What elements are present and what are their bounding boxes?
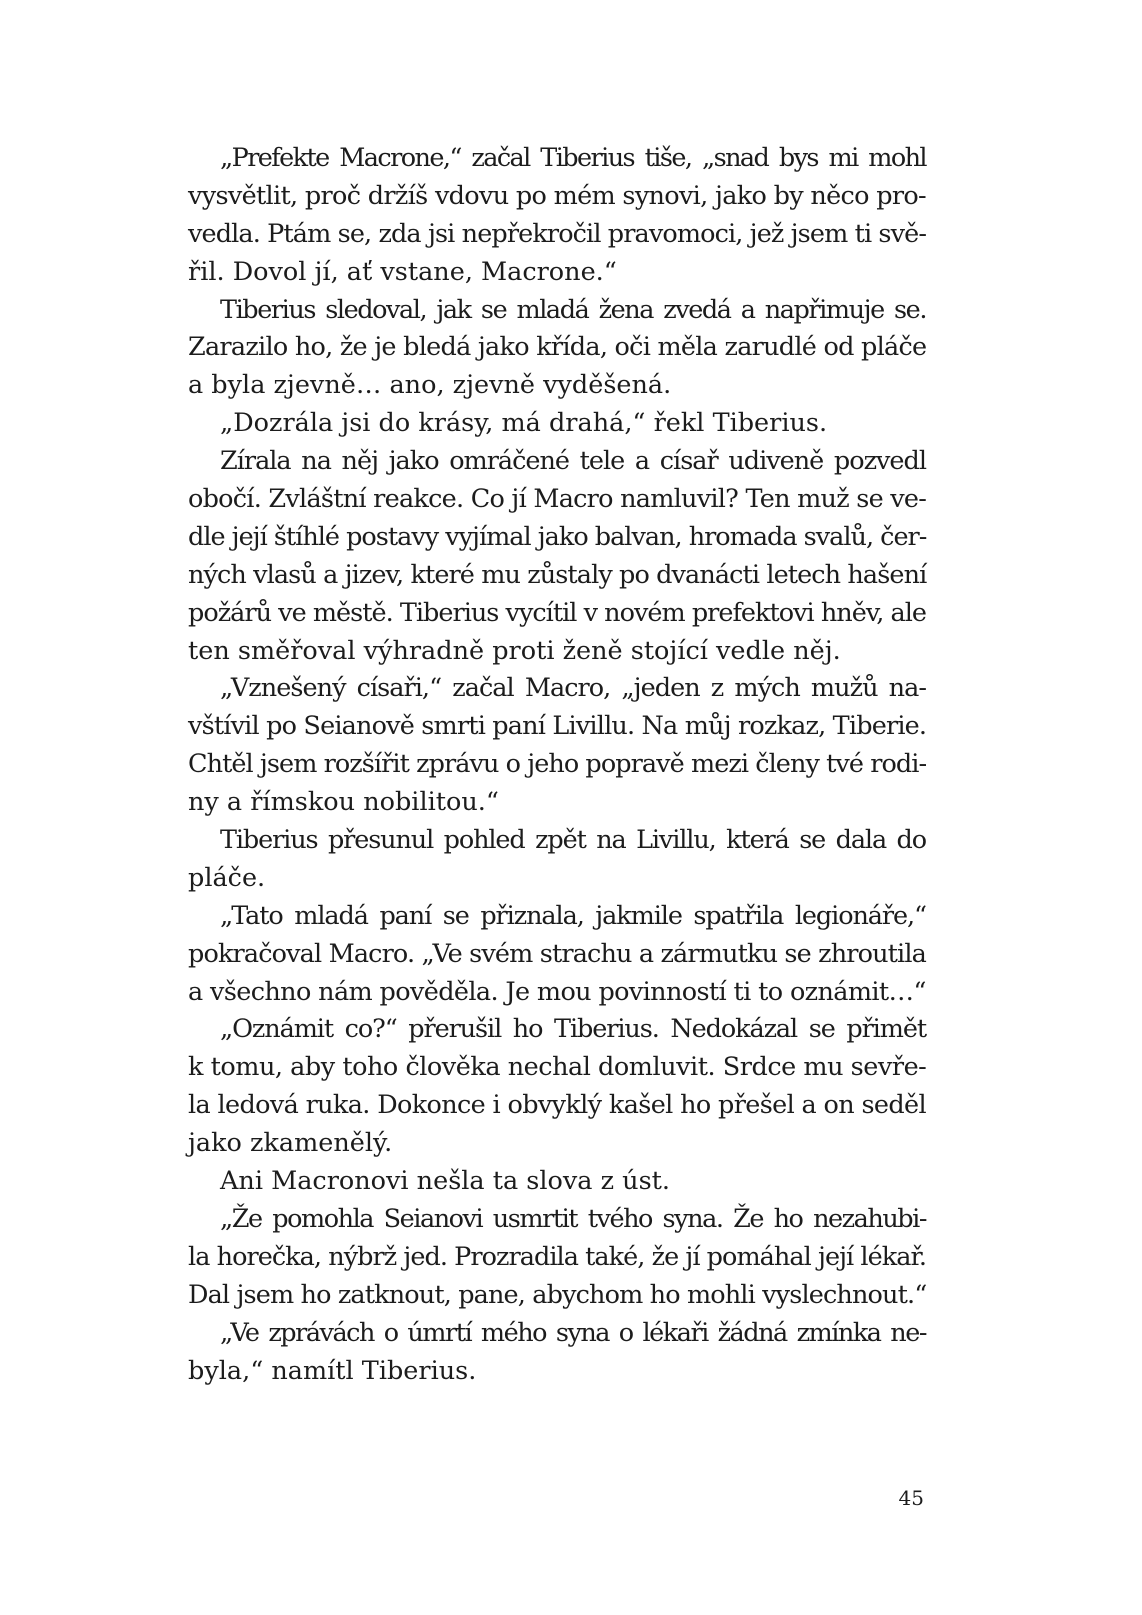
text-line: „Ve zprávách o úmrtí mého syna o lékaři žádná zmínka ne- — [220, 1317, 926, 1348]
text-line: požárů ve městě. Tiberius vycítil v novém prefektovi hněv, ale — [188, 597, 926, 628]
paragraph — [188, 140, 926, 292]
paragraph — [188, 670, 926, 822]
paragraph — [188, 1315, 926, 1391]
text-line: la horečka, nýbrž jed. Prozradila také, že jí pomáhal její lékař. — [188, 1241, 927, 1272]
paragraph — [188, 898, 926, 1012]
text-line: řil. Dovol jí, ať vstane, Macrone.“ — [188, 256, 617, 287]
paragraph — [188, 822, 926, 898]
text-line: Dal jsem ho zatknout, pane, abychom ho mohli vyslechnout.“ — [188, 1279, 927, 1310]
text-line: dle její štíhlé postavy vyjímal jako balvan, hromada svalů, čer- — [188, 521, 927, 552]
text-line: a všechno nám pověděla. Je mou povinností ti to oznámit…“ — [188, 976, 926, 1007]
body-text — [188, 140, 926, 1390]
text-line: Chtěl jsem rozšířit zprávu o jeho popravě mezi členy tvé rodi- — [188, 749, 927, 780]
text-line: jako zkamenělý. — [188, 1128, 393, 1159]
text-line: a byla zjevně… ano, zjevně vyděšená. — [188, 370, 672, 401]
paragraph — [188, 1201, 926, 1315]
text-line: „Vznešený císaři,“ začal Macro, „jeden z mých mužů na- — [220, 673, 926, 704]
text-line: „Tato mladá paní se přiznala, jakmile spatřila legionáře,“ — [220, 900, 926, 931]
text-line: Zarazilo ho, že je bledá jako křída, oči měla zarudlé od pláče — [188, 332, 927, 363]
page-number: 45 — [898, 1486, 924, 1510]
text-line: „Že pomohla Seianovi usmrtit tvého syna. Že ho nezahubi- — [220, 1203, 926, 1234]
text-line: pokračoval Macro. „Ve svém strachu a zármutku se zhroutila — [188, 938, 926, 969]
text-line: Zírala na něj jako omráčené tele a císař udiveně pozvedl — [220, 446, 926, 477]
text-line: ny a římskou nobilitou.“ — [188, 787, 499, 818]
text-line: „Prefekte Macrone,“ začal Tiberius tiše, „snad bys mi mohl — [220, 143, 926, 173]
text-line: „Oznámit co?“ přerušil ho Tiberius. Nedokázal se přimět — [220, 1014, 926, 1045]
text-line: la ledová ruka. Dokonce i obvyklý kašel ho přešel a on seděl — [188, 1090, 926, 1121]
text-line: ten směřoval výhradně proti ženě stojící vedle něj. — [188, 635, 841, 666]
text-line: vysvětlit, proč držíš vdovu po mém synovi, jako by něco pro- — [188, 180, 926, 211]
text-line: byla,“ namítl Tiberius. — [188, 1355, 477, 1386]
text-line: obočí. Zvláštní reakce. Co jí Macro namluvil? Ten muž se ve- — [188, 484, 927, 515]
text-line: k tomu, aby toho člověka nechal domluvit. Srdce mu sevře- — [188, 1052, 927, 1083]
text-line: Tiberius sledoval, jak se mladá žena zvedá a napřimuje se. — [220, 294, 926, 325]
paragraph — [188, 405, 926, 443]
text-line: vedla. Ptám se, zda jsi nepřekročil pravomoci, jež jsem ti svě- — [188, 218, 927, 249]
paragraph — [188, 1011, 926, 1163]
paragraph — [188, 292, 926, 406]
text-line: „Dozrála jsi do krásy, má drahá,“ řekl Tiberius. — [220, 408, 828, 439]
text-line: Ani Macronovi nešla ta slova z úst. — [220, 1166, 671, 1197]
paragraph — [188, 1163, 926, 1201]
text-line: Tiberius přesunul pohled zpět na Livillu, která se dala do — [220, 825, 926, 856]
text-line: pláče. — [188, 862, 266, 893]
paragraph — [188, 443, 926, 670]
text-line: vštívil po Seianově smrti paní Livillu. Na můj rozkaz, Tiberie. — [188, 711, 927, 742]
text-line: ných vlasů a jizev, které mu zůstaly po dvanácti letech hašení — [188, 559, 927, 590]
